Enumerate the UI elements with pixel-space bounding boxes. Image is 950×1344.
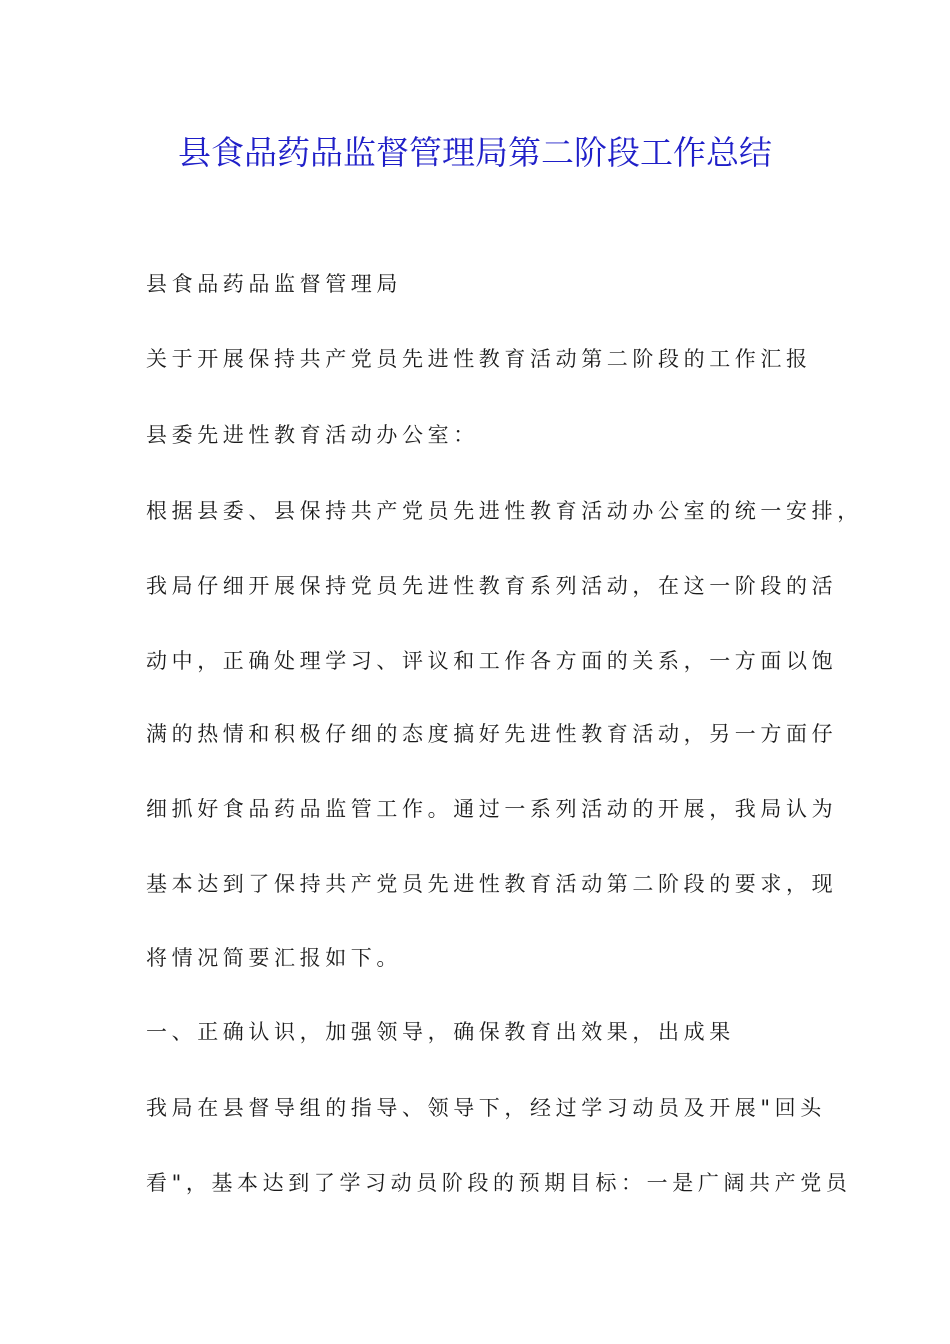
text-line-body-5: 细抓好食品药品监管工作。通过一系列活动的开展，我局认为 bbox=[146, 797, 838, 821]
text-line-body-3: 动中，正确处理学习、评议和工作各方面的关系，一方面以饱 bbox=[146, 649, 838, 673]
text-line-subject: 关于开展保持共产党员先进性教育活动第二阶段的工作汇报 bbox=[146, 347, 812, 371]
text-line-body-2: 我局仔细开展保持党员先进性教育系列活动，在这一阶段的活 bbox=[146, 574, 838, 598]
text-line-recipient: 县委先进性教育活动办公室： bbox=[146, 423, 479, 447]
text-line-body-1: 根据县委、县保持共产党员先进性教育活动办公室的统一安排， bbox=[146, 499, 863, 523]
document-title: 县食品药品监督管理局第二阶段工作总结 bbox=[178, 133, 772, 172]
text-line-body-9: 看"，基本达到了学习动员阶段的预期目标：一是广阔共产党员 bbox=[146, 1171, 852, 1195]
text-line-body-4: 满的热情和积极仔细的态度搞好先进性教育活动，另一方面仔 bbox=[146, 722, 838, 746]
text-line-issuer: 县食品药品监督管理局 bbox=[146, 272, 402, 296]
text-line-body-8: 我局在县督导组的指导、领导下，经过学习动员及开展"回头 bbox=[146, 1096, 826, 1120]
text-line-body-6: 基本达到了保持共产党员先进性教育活动第二阶段的要求，现 bbox=[146, 872, 838, 896]
section-heading-1: 一、正确认识，加强领导，确保教育出效果，出成果 bbox=[146, 1020, 735, 1044]
text-line-body-7: 将情况简要汇报如下。 bbox=[146, 946, 402, 970]
